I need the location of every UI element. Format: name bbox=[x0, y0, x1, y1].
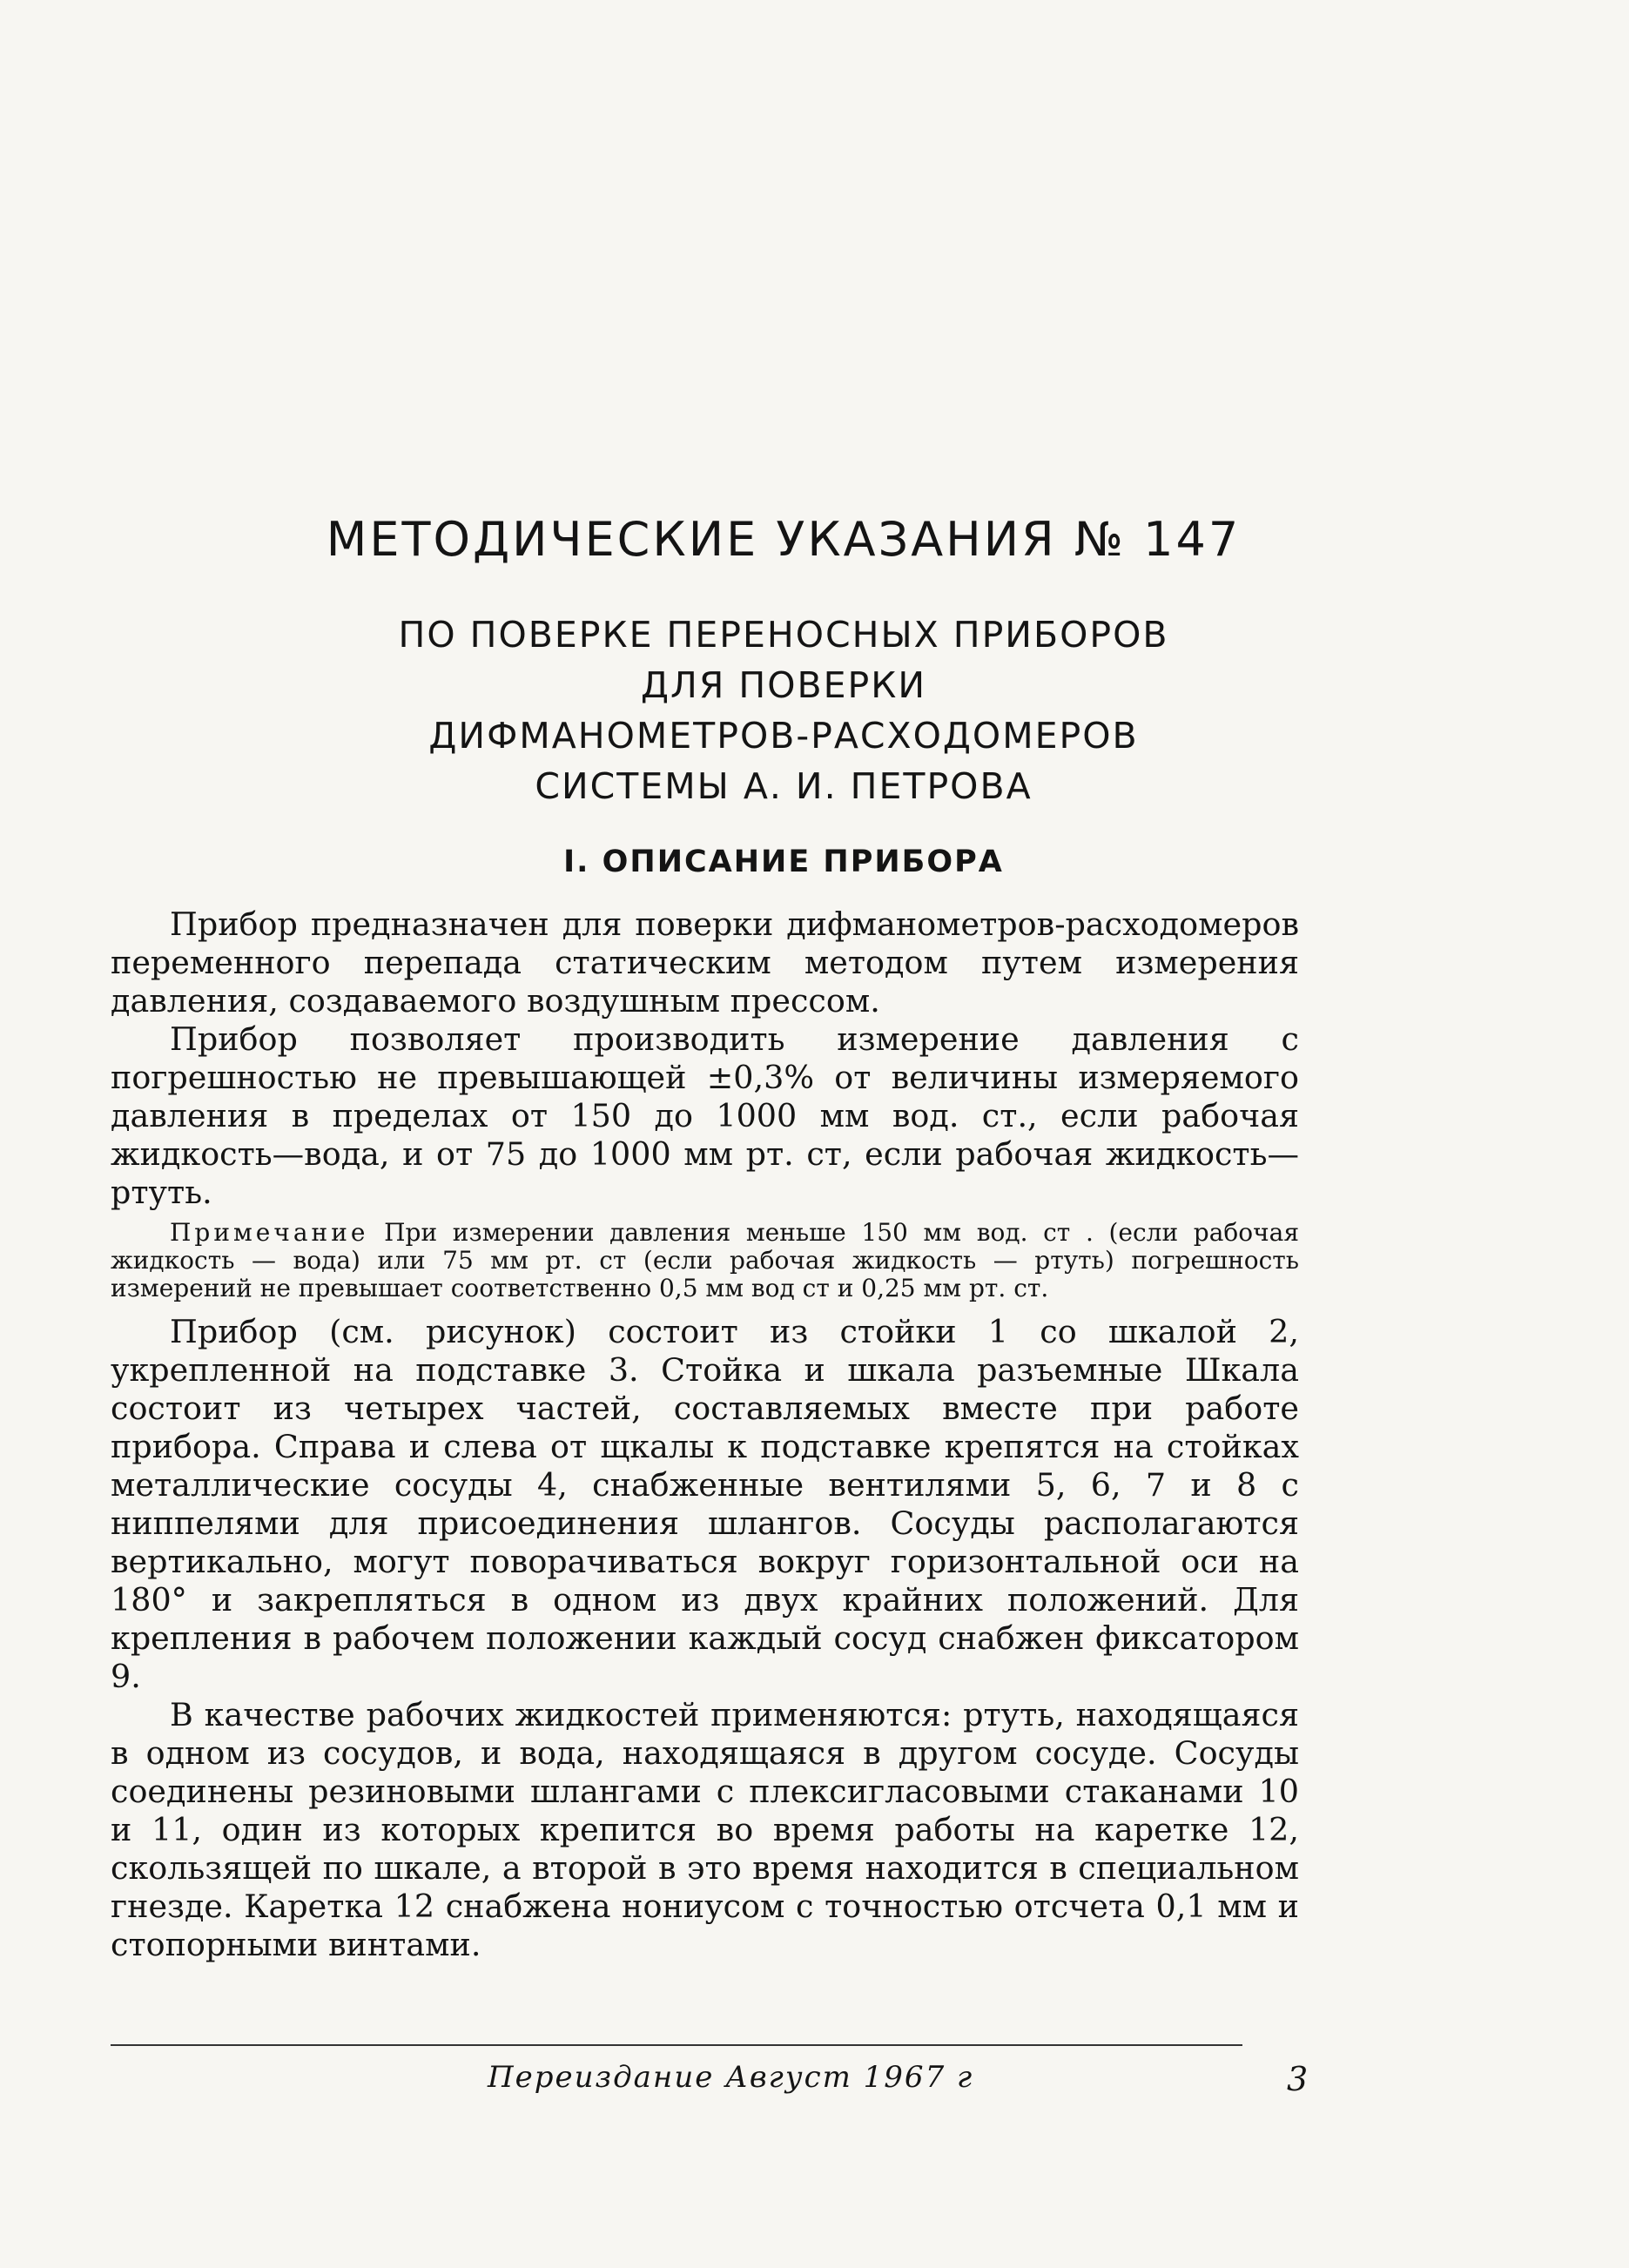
footer-reprint-note: Переиздание Август 1967 г bbox=[488, 2060, 974, 2095]
note-label: Примечание bbox=[170, 1218, 369, 1247]
page-number: 3 bbox=[1287, 2060, 1309, 2098]
document-title: МЕТОДИЧЕСКИЕ УКАЗАНИЯ № 147 bbox=[326, 512, 1242, 567]
subtitle-line: СИСТЕМЫ А. И. ПЕТРОВА bbox=[535, 765, 1033, 807]
body-text bbox=[111, 905, 1299, 1964]
subtitle-line: ДИФМАНОМЕТРОВ-РАСХОДОМЕРОВ bbox=[428, 715, 1139, 757]
paragraph-purpose: Прибор предназначен для поверки дифманометров-расходомеров переменного перепада статическим методом путем измерения давления, создаваемого воздушным прессом. bbox=[111, 905, 1299, 1020]
footer-divider bbox=[111, 2044, 1242, 2046]
note-paragraph bbox=[111, 1219, 1299, 1302]
document-subtitle bbox=[174, 609, 1393, 811]
subtitle-line: ДЛЯ ПОВЕРКИ bbox=[640, 664, 927, 706]
paragraph-liquids: В качестве рабочих жидкостей применяются: ртуть, находящаяся в одном из сосудов, и вода, находящаяся в другом сосуде. Сосуды соединены резиновыми шлангами с плексигласовыми стаканами 10 и 11, один из которых крепится во время работы на каретке 12, скользящей по шкале, а второй в это время находится в специальном гнезде. Каретка 12 снабжена нониусом с точностью отсчета 0,1 мм и стопорными винтами. bbox=[111, 1696, 1299, 1963]
paragraph-construction: Прибор (см. рисунок) состоит из стойки 1 со шкалой 2, укрепленной на подставке 3. Стойка и шкала разъемные Шкала состоит из четырех частей, составляемых вместе при работе прибора. Справа и слева от щкалы к подставке крепятся на стойках металлические сосуды 4, снабженные вентилями 5, 6, 7 и 8 с ниппелями для присоединения шлангов. Сосуды располагаются вертикально, могут поворачиваться вокруг горизонтальной оси на 180° и закрепляться в одном из двух крайних положений. Для крепления в рабочем положении каждый сосуд снабжен фиксатором 9. bbox=[111, 1313, 1299, 1695]
section-heading: I. ОПИСАНИЕ ПРИБОРА bbox=[563, 845, 1004, 879]
subtitle-line: ПО ПОВЕРКЕ ПЕРЕНОСНЫХ ПРИБОРОВ bbox=[398, 614, 1169, 656]
paragraph-accuracy: Прибор позволяет производить измерение давления с погрешностью не превышающей ±0,3% от величины измеряемого давления в пределах от 150 до 1000 мм вод. ст., если рабочая жидкость—вода, и от 75 до 1000 мм рт. ст, если рабочая жидкость—ртуть. bbox=[111, 1020, 1299, 1211]
note-text: При измерении давления меньше 150 мм вод. ст . (если рабочая жидкость — вода) или 75 мм рт. ст (если рабочая жидкость — ртуть) погрешность измерений не превышает соответственно 0,5 мм вод ст и 0,25 мм рт. ст. bbox=[111, 1218, 1299, 1302]
